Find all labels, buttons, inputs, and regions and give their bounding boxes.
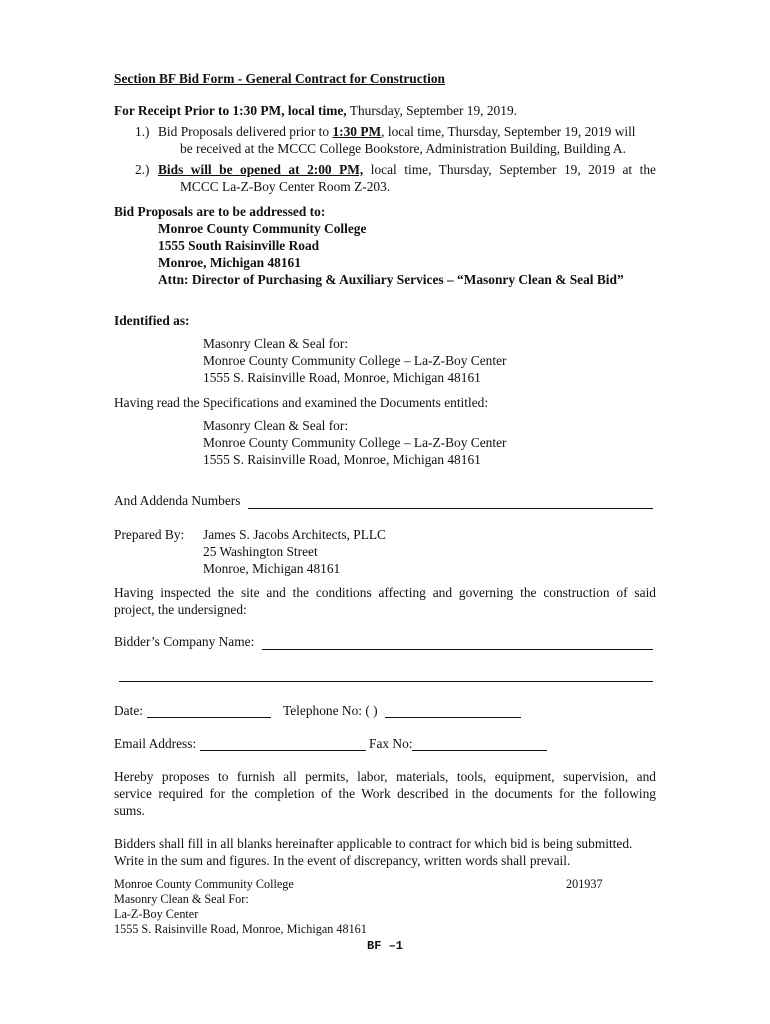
addressed-line3: Monroe, Michigan 48161 [158,255,301,270]
prepared-line3: Monroe, Michigan 48161 [203,561,341,576]
item2-line2: MCCC La-Z-Boy Center Room Z-203. [180,179,391,194]
telephone-field[interactable] [385,717,521,718]
addenda-numbers-field[interactable] [248,508,653,509]
item1-line2: be received at the MCCC College Bookstore, Administration Building, Building A. [180,141,626,156]
item1-line1 [158,124,636,140]
fax-field[interactable] [412,750,547,751]
company-name-field-line2[interactable] [119,681,653,682]
footer-line4: 1555 S. Raisinville Road, Monroe, Michigan 48161 [114,922,367,936]
inspected-line1-wrap [114,585,656,601]
email-label: Email Address: [114,736,197,751]
identified-line3: 1555 S. Raisinville Road, Monroe, Michigan 48161 [203,370,481,385]
inspected-line1: Having inspected the site and the conditions affecting and governing the construction of said [114,585,656,600]
page-number: BF –1 [367,939,404,953]
proposes-line3: sums. [114,803,145,818]
item1-number: 1.) [135,124,150,139]
proposes-line2: service required for the completion of the Work described in the documents for the following [114,786,656,801]
receipt-line [114,103,517,119]
footer-number: 201937 [566,877,603,891]
inspected-line2: project, the undersigned: [114,602,247,617]
having-read-heading: Having read the Specifications and examined the Documents entitled: [114,395,489,410]
prepared-line1: James S. Jacobs Architects, PLLC [203,527,386,542]
company-name-field[interactable] [262,649,653,650]
item2-number: 2.) [135,162,150,177]
date-field[interactable] [147,717,271,718]
item2-line1 [158,162,656,178]
footer-line2: Masonry Clean & Seal For: [114,892,249,906]
item1-time: 1:30 PM [332,124,382,139]
having-read-line2: Monroe County Community College – La-Z-Boy Center [203,435,507,450]
date-label: Date: [114,703,143,718]
identified-heading: Identified as: [114,313,190,328]
prepared-label: Prepared By: [114,527,185,542]
bidders-line2: Write in the sum and figures. In the event of discrepancy, written words shall prevail. [114,853,571,868]
item1-pre: Bid Proposals delivered prior to [158,124,333,139]
item2-bold: Bids will be opened at 2:00 PM, [158,162,364,177]
footer-line3: La-Z-Boy Center [114,907,199,921]
telephone-label: Telephone No: ( ) [283,703,378,718]
identified-line2: Monroe County Community College – La-Z-Boy Center [203,353,507,368]
addressed-line2: 1555 South Raisinville Road [158,238,320,253]
bidders-line1: Bidders shall fill in all blanks hereinafter applicable to contract for which bid is being submitted. [114,836,633,851]
proposes-line1: Hereby proposes to furnish all permits, labor, materials, tools, equipment, supervision, and [114,769,656,784]
identified-line1: Masonry Clean & Seal for: [203,336,349,351]
company-label: Bidder’s Company Name: [114,634,255,649]
having-read-line1: Masonry Clean & Seal for: [203,418,349,433]
section-title: Section BF Bid Form - General Contract for Construction [114,71,445,86]
footer-line1: Monroe County Community College [114,877,294,891]
item2-post: local time, Thursday, September 19, 2019 at the [363,162,656,177]
fax-label: Fax No: [369,736,413,751]
proposes-line2-wrap [114,786,656,802]
addenda-label: And Addenda Numbers [114,493,241,508]
having-read-line3: 1555 S. Raisinville Road, Monroe, Michigan 48161 [203,452,481,467]
addressed-line1: Monroe County Community College [158,221,367,236]
addressed-heading: Bid Proposals are to be addressed to: [114,204,326,219]
addressed-line4: Attn: Director of Purchasing & Auxiliary Services – “Masonry Clean & Seal Bid” [158,272,624,287]
prepared-line2: 25 Washington Street [203,544,318,559]
email-field[interactable] [200,750,366,751]
item1-post: , local time, Thursday, September 19, 2019 will [381,124,636,139]
proposes-line1-wrap [114,769,656,785]
receipt-date: Thursday, September 19, 2019. [346,103,517,118]
receipt-label: For Receipt Prior to 1:30 PM, local time, [114,103,347,118]
